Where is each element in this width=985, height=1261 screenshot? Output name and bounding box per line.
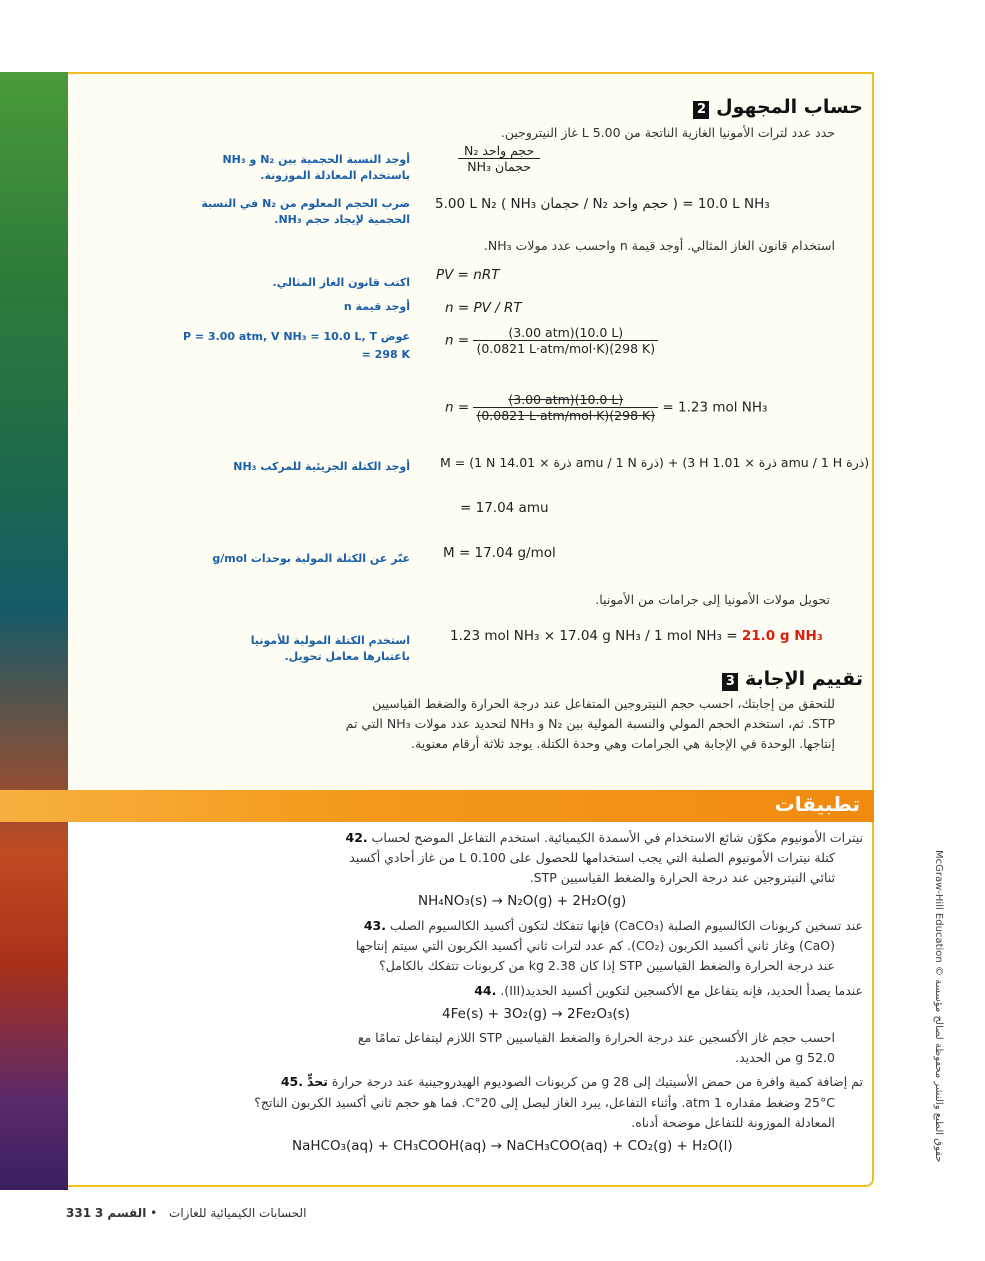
section3-line1: للتحقق من إجابتك، احسب حجم النيتروجين المتفاعل عند درجة الحرارة والضغط القياسيين bbox=[372, 696, 835, 711]
equation-amu: = 17.04 amu bbox=[460, 500, 549, 516]
conversion-expression: 1.23 mol NH₃ × 17.04 g NH₃ / 1 mol NH₃ = bbox=[450, 628, 738, 644]
chapter-title: الحسابات الكيميائية للغازات bbox=[169, 1206, 307, 1220]
equation-solved: n = $\frac{\text{(3.00 atm)(10.0 L)}}{\text{(0.0821 L·atm/mol·K)(298 K)}}$ = 1.23 mol NH₃ bbox=[445, 392, 768, 423]
section3-line3: إنتاجها. الوحدة في الإجابة هي الجرامات وهي وحدة الكتلة. يوجد ثلاثة أرقام معنوية. bbox=[411, 736, 835, 751]
solved-numerator: (3.00 atm)(10.0 L) bbox=[473, 392, 658, 408]
q45-text1: تم إضافة كمية وافرة من حمض الأسيتيك إلى 28 g من كربونات الصوديوم الهيدروجينية عند درجة حرارة bbox=[331, 1074, 863, 1089]
q43-text1: عند تسخين كربونات الكالسيوم الصلبة (CaCO₃) فإنها تتفكك لتكون أكسيد الكالسيوم الصلب bbox=[389, 918, 863, 933]
equation-substitution: n = $\frac{\text{(3.00 atm)(10.0 L)}}{\text{(0.0821 L·atm/mol·K)(298 K)}}$ bbox=[445, 325, 658, 356]
section2-heading bbox=[687, 96, 863, 119]
gas-law-intro: استخدام قانون الغاز المثالي. أوجد قيمة n واحسب عدد مولات NH₃. bbox=[483, 238, 835, 253]
note-volume-ratio: أوجد النسبة الحجمية بين N₂ و NH₃ باستخدام المعادلة الموزونة. bbox=[222, 153, 410, 182]
section2-intro: حدد عدد لترات الأمونيا الغازية الناتجة من 5.00 L غاز النيتروجين. bbox=[500, 125, 835, 140]
question-42-line3: ثنائي النيتروجين عند درجة الحرارة والضغط القياسيين STP. bbox=[529, 870, 835, 885]
ratio-denominator: NH₃ حجمان bbox=[467, 159, 531, 174]
copyright-text: McGraw-Hill Education © حقوق الطبع والنشر محفوظة لصالح مؤسسة bbox=[933, 850, 944, 1163]
equation-molar-mass: M = (1 N ذرة × 14.01 amu / 1 N ذرة) + (3 H ذرة × 1.01 amu / 1 H ذرة) bbox=[440, 455, 870, 470]
result-moles: = 1.23 mol NH₃ bbox=[662, 399, 768, 416]
question-42-equation: NH₄NO₃(s) → N₂O(g) + 2H₂O(g) bbox=[418, 893, 627, 909]
question-45-line1 bbox=[281, 1074, 863, 1089]
section3-title: تقييم الإجابة bbox=[745, 668, 863, 690]
note-write-gas-law: اكتب قانون الغاز المثالي. bbox=[272, 276, 410, 289]
q45-challenge-tag: تحدٍّ bbox=[307, 1074, 328, 1089]
final-answer: 21.0 g NH₃ bbox=[741, 628, 823, 644]
q42-text1: نيترات الأمونيوم مكوّن شائع الاستخدام في الأسمدة الكيميائية. استخدم التفاعل الموضح لحساب bbox=[371, 830, 863, 845]
q42-number: .42 bbox=[345, 830, 368, 845]
question-45-line2: 25°C وضغط مقداره 1 atm. وأثناء التفاعل، يبرد الغاز ليصل إلى 20°C. فما هو حجم ثاني أكسيد الكربون الناتج؟ bbox=[254, 1095, 835, 1110]
substitution-numerator: (3.00 atm)(10.0 L) bbox=[473, 325, 658, 341]
ratio-numerator: N₂ حجم واحد bbox=[458, 143, 540, 159]
note-g-per-mol: عبّر عن الكتلة المولية بوحدات g/mol bbox=[212, 552, 410, 565]
q43-number: .43 bbox=[363, 918, 386, 933]
note-multiply-volume: ضرب الحجم المعلوم من N₂ في النسبة الحجمية لإيجاد حجم NH₃. bbox=[201, 197, 410, 226]
note-solve-n: أوجد قيمة n bbox=[343, 300, 410, 313]
question-42-line2: كتلة نيترات الأمونيوم الصلبة التي يجب استخدامها للحصول على 0.100 L من غاز أحادي أكسيد bbox=[349, 850, 835, 865]
copyright-sidebar bbox=[930, 850, 950, 1190]
question-42-line1 bbox=[346, 830, 864, 845]
section2-title: حساب المجهول bbox=[716, 96, 863, 118]
convert-intro: تحويل مولات الأمونيا إلى جرامات من الأمونيا. bbox=[595, 592, 830, 607]
section3-line2: STP. ثم، استخدم الحجم المولي والنسبة المولية بين N₂ و NH₃ لتحديد عدد مولات NH₃ التي تم bbox=[345, 716, 835, 731]
section2-number: 2 bbox=[693, 101, 709, 119]
solved-denominator: (0.0821 L·atm/mol·K)(298 K) bbox=[476, 408, 656, 423]
section3-heading bbox=[716, 668, 863, 691]
section3-number: 3 bbox=[722, 673, 738, 691]
question-44-line1 bbox=[474, 983, 863, 998]
question-44-line3: 52.0 g من الحديد. bbox=[735, 1050, 835, 1065]
equation-conversion bbox=[450, 628, 823, 644]
page-number: 331 bbox=[66, 1206, 92, 1220]
equation-g-per-mol: M = 17.04 g/mol bbox=[443, 545, 556, 561]
question-43-line2: (CaO) وغاز ثاني أكسيد الكربون (CO₂). كم عدد لترات ثاني أكسيد الكربون التي سيتم إنتاجها bbox=[355, 938, 835, 953]
equation-pv-nrt: PV = nRT bbox=[436, 267, 500, 283]
question-44-line2: احسب حجم غاز الأكسجين عند درجة الحرارة والضغط القياسيين STP اللازم ليتفاعل تمامًا مع bbox=[357, 1030, 835, 1045]
note-substitute: عوض P = 3.00 atm, V NH₃ = 10.0 L, T = 298 K bbox=[182, 330, 410, 361]
q44-number: .44 bbox=[474, 983, 497, 998]
equation-n: n = PV / RT bbox=[445, 300, 522, 316]
note-conversion-factor: استخدم الكتلة المولية للأمونيا باعتبارها معامل تحويل. bbox=[250, 634, 410, 663]
substitution-denominator: (0.0821 L·atm/mol·K)(298 K) bbox=[476, 341, 656, 356]
question-43-line1 bbox=[364, 918, 863, 933]
question-45-line3: المعادلة الموزونة للتفاعل موضحة أدناه. bbox=[631, 1115, 835, 1130]
chapter-label: القسم 3 bbox=[94, 1206, 147, 1220]
q45-number: .45 bbox=[280, 1074, 304, 1089]
chapter-color-spine bbox=[0, 72, 68, 1190]
footer: 331 الحسابات الكيميائية للغازات • القسم 3 bbox=[66, 1206, 307, 1220]
equation-volume: 5.00 L N₂ ( NH₃ حجمان / N₂ حجم واحد ) = 10.0 L NH₃ bbox=[435, 196, 770, 212]
question-44-equation: 4Fe(s) + 3O₂(g) → 2Fe₂O₃(s) bbox=[442, 1006, 630, 1022]
applications-title: تطبيقات bbox=[774, 792, 860, 816]
question-43-line3: عند درجة الحرارة والضغط القياسيين STP إذا كان 2.38 kg من كربونات تتفكك بالكامل؟ bbox=[379, 958, 835, 973]
note-molar-mass: أوجد الكتلة الجزيئية للمركب NH₃ bbox=[233, 460, 410, 473]
applications-bar bbox=[0, 790, 874, 822]
volume-ratio bbox=[458, 143, 540, 174]
question-45-equation: NaHCO₃(aq) + CH₃COOH(aq) → NaCH₃COO(aq) + CO₂(g) + H₂O(l) bbox=[292, 1138, 733, 1154]
q44-text1: عندما يصدأ الحديد، فإنه يتفاعل مع الأكسجين لتكوين أكسيد الحديد(III). bbox=[500, 983, 863, 998]
